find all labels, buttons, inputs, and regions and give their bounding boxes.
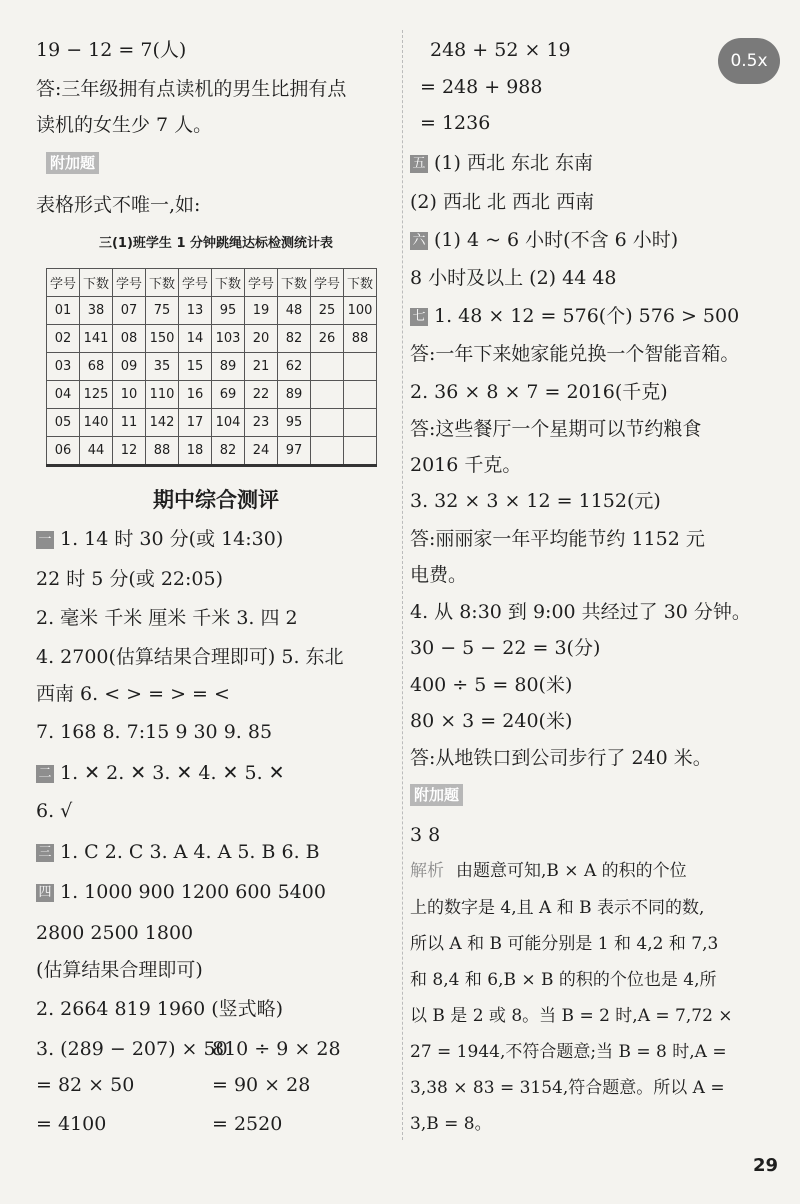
table-cell: 88 (344, 325, 377, 353)
table-cell: 09 (113, 353, 146, 381)
calc-line: = 90 × 28 (212, 1074, 311, 1096)
table-caption: 三(1)班学生 1 分钟跳绳达标检测统计表 (98, 236, 334, 251)
question-badge: 七 (410, 308, 428, 326)
table-cell: 24 (245, 437, 278, 466)
table-cell (311, 409, 344, 437)
text-line: 400 ÷ 5 = 80(米) (410, 674, 573, 696)
q3-line (36, 837, 320, 867)
table-cell: 82 (278, 325, 311, 353)
table-row (47, 353, 377, 381)
analysis-text: 27 = 1944,不符合题意;当 B = 8 时,A = (410, 1042, 727, 1062)
calc-line: 3. (289 − 207) × 50 (36, 1038, 228, 1060)
text-line: 电费。 (410, 564, 468, 586)
text-line: 3. 32 × 3 × 12 = 1152(元) (410, 490, 661, 512)
table-cell: 25 (311, 297, 344, 325)
question-badge: 四 (36, 884, 54, 902)
page-number: 29 (752, 1155, 778, 1176)
header-cell: 学号 (245, 269, 278, 297)
table-cell: 140 (80, 409, 113, 437)
header-cell: 下数 (344, 269, 377, 297)
q2-line (36, 758, 285, 788)
text-line: (2) 西北 北 西北 西南 (410, 191, 595, 213)
text-line: 2016 千克。 (410, 454, 522, 476)
table-cell: 17 (179, 409, 212, 437)
text-line: 西南 6. < > = > = < (36, 683, 230, 705)
text-line: (估算结果合理即可) (36, 959, 203, 981)
table-cell: 22 (245, 381, 278, 409)
answer-text: 1. 1000 900 1200 600 5400 (60, 881, 326, 903)
header-cell: 下数 (146, 269, 179, 297)
extra-question-tag: 附加题 (410, 784, 463, 806)
table-row (47, 409, 377, 437)
text-line: 8 小时及以上 (2) 44 48 (410, 267, 617, 289)
table-cell (311, 437, 344, 466)
text-line: 4. 从 8:30 到 9:00 共经过了 30 分钟。 (410, 601, 751, 623)
analysis-text: 以 B 是 2 或 8。当 B = 2 时,A = 7,72 × (410, 1006, 733, 1026)
table-intro: 表格形式不唯一,如: (36, 194, 201, 216)
text-line: 答:一年下来她家能兑换一个智能音箱。 (410, 343, 740, 365)
table-cell (311, 381, 344, 409)
table-cell (344, 409, 377, 437)
table-body (47, 297, 377, 466)
table-cell: 88 (146, 437, 179, 466)
column-divider (402, 30, 403, 1140)
table-cell: 75 (146, 297, 179, 325)
table-cell: 12 (113, 437, 146, 466)
q4-line (36, 877, 326, 907)
table-cell: 20 (245, 325, 278, 353)
table-cell: 26 (311, 325, 344, 353)
table-cell (344, 381, 377, 409)
text-line: 22 时 5 分(或 22:05) (36, 568, 224, 590)
header-cell: 学号 (179, 269, 212, 297)
text-line: 读机的女生少 7 人。 (36, 114, 213, 136)
table-cell: 141 (80, 325, 113, 353)
header-cell: 学号 (47, 269, 80, 297)
table-cell: 69 (212, 381, 245, 409)
table-cell: 150 (146, 325, 179, 353)
table-cell: 95 (278, 409, 311, 437)
answer-text: 1. C 2. C 3. A 4. A 5. B 6. B (60, 841, 320, 863)
calc-line: 248 + 52 × 19 (430, 39, 571, 61)
text-line: 30 − 5 − 22 = 3(分) (410, 637, 601, 659)
extra-question-tag: 附加题 (46, 152, 99, 174)
table-row (47, 437, 377, 466)
table-cell: 100 (344, 297, 377, 325)
text-line: 19 − 12 = 7(人) (36, 39, 187, 61)
table-cell: 103 (212, 325, 245, 353)
answer-text: 1. ✕ 2. ✕ 3. ✕ 4. ✕ 5. ✕ (60, 762, 285, 784)
table-cell (344, 353, 377, 381)
text-line: 7. 168 8. 7:15 9 30 9. 85 (36, 721, 273, 743)
table-cell (344, 437, 377, 466)
calc-line: = 4100 (36, 1113, 107, 1135)
extra-answer: 3 8 (410, 824, 441, 846)
table-cell: 02 (47, 325, 80, 353)
calc-line: = 2520 (212, 1113, 283, 1135)
analysis-label: 解析 (410, 861, 444, 881)
text-line: 2. 2664 819 1960 (竖式略) (36, 998, 284, 1020)
header-cell: 下数 (212, 269, 245, 297)
table-cell: 38 (80, 297, 113, 325)
text-line: 答:这些餐厅一个星期可以节约粮食 (410, 418, 702, 440)
answer-text: 1. 14 时 30 分(或 14:30) (60, 528, 284, 550)
table-cell: 01 (47, 297, 80, 325)
text-line: 2. 毫米 千米 厘米 千米 3. 四 2 (36, 607, 298, 629)
table-row (47, 381, 377, 409)
table-cell: 68 (80, 353, 113, 381)
table-cell: 89 (212, 353, 245, 381)
rope-skipping-table (46, 268, 377, 467)
q1-line (36, 524, 283, 554)
table-cell: 82 (212, 437, 245, 466)
answer-text: (1) 4 ~ 6 小时(不含 6 小时) (434, 229, 679, 251)
table-cell: 110 (146, 381, 179, 409)
question-badge: 二 (36, 765, 54, 783)
analysis-line (410, 856, 687, 886)
table-cell: 142 (146, 409, 179, 437)
table-cell: 97 (278, 437, 311, 466)
header-cell: 学号 (113, 269, 146, 297)
table-cell: 04 (47, 381, 80, 409)
text-line: 答:从地铁口到公司步行了 240 米。 (410, 747, 712, 769)
text-line: 80 × 3 = 240(米) (410, 710, 573, 732)
table-cell: 11 (113, 409, 146, 437)
text-line: 答:三年级拥有点读机的男生比拥有点 (36, 78, 347, 100)
header-cell: 下数 (80, 269, 113, 297)
table-cell: 104 (212, 409, 245, 437)
table-row (47, 297, 377, 325)
text-line: 4. 2700(估算结果合理即可) 5. 东北 (36, 646, 344, 668)
calc-line: = 248 + 988 (420, 76, 543, 98)
table-cell: 14 (179, 325, 212, 353)
table-cell: 35 (146, 353, 179, 381)
table-cell: 07 (113, 297, 146, 325)
calc-line: 810 ÷ 9 × 28 (212, 1038, 341, 1060)
section-title: 期中综合测评 (153, 488, 279, 512)
table-cell: 06 (47, 437, 80, 466)
table-cell: 16 (179, 381, 212, 409)
table-cell: 05 (47, 409, 80, 437)
table-cell: 23 (245, 409, 278, 437)
answer-text: 1. 48 × 12 = 576(个) 576 > 500 (434, 305, 740, 327)
table-cell: 15 (179, 353, 212, 381)
table-cell: 44 (80, 437, 113, 466)
table-cell (311, 353, 344, 381)
text-line: 6. √ (36, 800, 73, 822)
question-badge: 五 (410, 155, 428, 173)
text-line: 答:丽丽家一年平均能节约 1152 元 (410, 528, 705, 550)
table-header-row (47, 269, 377, 297)
analysis-text: 3,B = 8。 (410, 1114, 492, 1134)
table-cell: 03 (47, 353, 80, 381)
analysis-text: 上的数字是 4,且 A 和 B 表示不同的数, (410, 898, 705, 918)
analysis-text: 由题意可知,B × A 的积的个位 (456, 861, 687, 881)
header-cell: 下数 (278, 269, 311, 297)
text-line: 2800 2500 1800 (36, 922, 194, 944)
answer-text: (1) 西北 东北 东南 (434, 152, 594, 174)
calc-line: = 82 × 50 (36, 1074, 135, 1096)
table-cell: 95 (212, 297, 245, 325)
question-badge: 三 (36, 844, 54, 862)
analysis-text: 所以 A 和 B 可能分别是 1 和 4,2 和 7,3 (410, 934, 719, 954)
table-cell: 08 (113, 325, 146, 353)
question-badge: 一 (36, 531, 54, 549)
table-cell: 62 (278, 353, 311, 381)
q6-line (410, 225, 678, 255)
analysis-text: 和 8,4 和 6,B × B 的积的个位也是 4,所 (410, 970, 717, 990)
header-cell: 学号 (311, 269, 344, 297)
playback-speed-button[interactable]: 0.5x (718, 38, 780, 84)
table-cell: 48 (278, 297, 311, 325)
text-line: 2. 36 × 8 × 7 = 2016(千克) (410, 381, 668, 403)
analysis-text: 3,38 × 83 = 3154,符合题意。所以 A = (410, 1078, 725, 1098)
table-cell: 89 (278, 381, 311, 409)
calc-line: = 1236 (420, 112, 491, 134)
table-cell: 10 (113, 381, 146, 409)
table-cell: 21 (245, 353, 278, 381)
q5-line (410, 148, 593, 178)
table-cell: 125 (80, 381, 113, 409)
table-cell: 19 (245, 297, 278, 325)
q7-line (410, 301, 739, 331)
table-cell: 13 (179, 297, 212, 325)
question-badge: 六 (410, 232, 428, 250)
table-row (47, 325, 377, 353)
table-cell: 18 (179, 437, 212, 466)
